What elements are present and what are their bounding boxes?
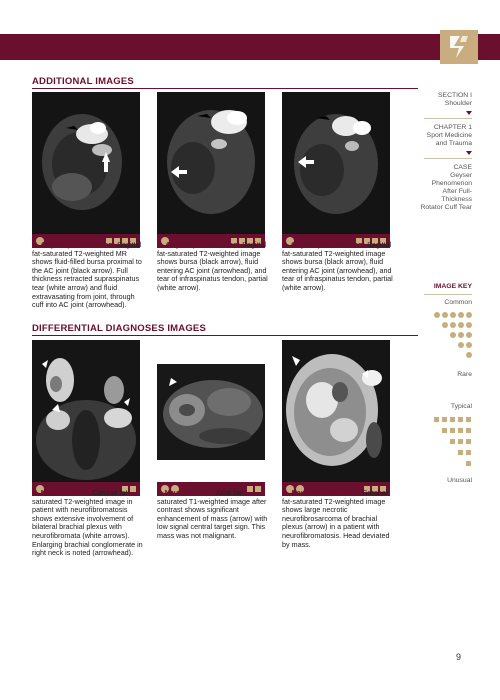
section-label: SECTION I	[438, 92, 472, 99]
typicality-square-icon	[458, 439, 463, 444]
caption-text: Sagittal fat-saturated T2-weighted MR shows fluid-filled bursa proximal to the AC joint (black arrow). Full thickness retracted supraspinatus tear (white arrow) and fluid extravasating from joint, through cuff into AC joint (arrowhead).	[32, 240, 142, 310]
caption-label: E. Neurofibroma:	[32, 488, 91, 497]
frequency-dot-icon	[458, 322, 464, 328]
key-unusual-label: Unusual	[447, 477, 472, 484]
caption-label: C. Geyser phenomenon:	[157, 240, 241, 249]
caption-e	[32, 489, 148, 558]
caption-text: Coronal fat-saturated T2-weighted image shows large necrotic neurofibrosarcoma of brachial plexus (arrow) in a patient with neurofibromatosis. Head deviated by mass.	[282, 488, 390, 549]
typicality-square-icon	[466, 461, 471, 466]
caption-text: Sagittal fat-saturated T2-weighted image shows bursa (black arrow), fluid entering AC joint (arrowhead), and tear of infraspinatus tendon, partial (white arrow).	[157, 240, 268, 292]
case-name: Geyser Phenomenon	[431, 172, 472, 187]
down-triangle-icon	[466, 111, 472, 115]
caption-c	[157, 241, 273, 293]
section-rule	[32, 88, 418, 89]
section-rule	[32, 335, 418, 336]
publisher-logo-icon	[440, 30, 478, 64]
mri-image-c[interactable]	[157, 92, 265, 234]
typicality-square-icon	[434, 417, 439, 422]
key-rare-label: Rare	[457, 371, 472, 378]
mri-image-f[interactable]	[157, 340, 265, 482]
typicality-square-icon	[466, 417, 471, 422]
page-number: 9	[456, 652, 462, 662]
frequency-dot-icon	[442, 312, 448, 318]
typicality-square-icon	[442, 417, 447, 422]
frequency-dot-icon	[434, 312, 440, 318]
section-title-differential: DIFFERENTIAL DIAGNOSES IMAGES	[32, 323, 206, 334]
typicality-square-icon	[458, 450, 463, 455]
frequency-dot-icon	[442, 322, 448, 328]
typicality-square-icon	[450, 428, 455, 433]
down-triangle-icon	[466, 151, 472, 155]
frequency-dot-icon	[466, 342, 472, 348]
caption-b	[32, 241, 148, 310]
caption-label: G. Neurofibrosarcoma:	[282, 488, 361, 497]
frequency-dot-icon	[450, 332, 456, 338]
frequency-dot-icon	[466, 322, 472, 328]
caption-f	[157, 489, 273, 541]
typicality-square-icon	[466, 450, 471, 455]
mri-image-b[interactable]	[32, 92, 140, 234]
typicality-square-icon	[466, 439, 471, 444]
frequency-dot-icon	[466, 352, 472, 358]
caption-g	[282, 489, 398, 549]
caption-text: Sagittal fat-saturated T2-weighted image shows bursa (black arrow), fluid entering AC joint (arrowhead), and tear of infraspinatus tendon, partial (white arrow).	[282, 240, 393, 292]
typicality-square-icon	[450, 439, 455, 444]
typicality-square-icon	[442, 428, 447, 433]
caption-label: B. Geyser phenomenon:	[32, 240, 116, 249]
caption-d	[282, 241, 398, 293]
key-common-label: Common	[444, 299, 472, 306]
frequency-dot-icon	[466, 312, 472, 318]
section-name: Shoulder	[444, 100, 472, 107]
typicality-square-icon	[466, 428, 471, 433]
frequency-dot-icon	[458, 332, 464, 338]
sidebar-divider	[424, 118, 472, 119]
sidebar-divider	[424, 294, 472, 295]
case-name: After Full-Thickness	[441, 188, 472, 203]
mri-image-g[interactable]	[282, 340, 390, 482]
typicality-square-icon	[458, 428, 463, 433]
sidebar-chapter[interactable]	[420, 124, 472, 148]
sidebar-case[interactable]	[420, 164, 472, 212]
image-key-title: IMAGE KEY	[433, 283, 472, 290]
section-title-additional: ADDITIONAL IMAGES	[32, 76, 134, 87]
header-bar	[0, 34, 500, 60]
caption-text: Axial fat-saturated T1-weighted image after contrast shows significant enhancement of mass (arrow) with low signal central target sign. This mass was not malignant.	[157, 488, 268, 540]
chapter-name: and Trauma	[435, 140, 472, 147]
mri-image-e[interactable]	[32, 340, 140, 482]
caption-text: Coronal fat-saturated T2-weighted image in patient with neurofibromatosis shows extensive involvement of bilateral brachial plexus with neurofibromata (white arrows). Enlarging brachial conglomerate in right neck is noted (arrowhead).	[32, 488, 143, 558]
typicality-square-icon	[450, 417, 455, 422]
case-label: CASE	[453, 164, 472, 171]
caption-label: D. Geyser phenomenon:	[282, 240, 366, 249]
frequency-dot-icon	[450, 322, 456, 328]
sidebar-section[interactable]	[420, 92, 472, 108]
frequency-dot-icon	[458, 342, 464, 348]
frequency-dot-icon	[466, 332, 472, 338]
caption-label: F. Neurofibroma:	[157, 488, 215, 497]
typicality-square-icon	[458, 417, 463, 422]
sidebar-divider	[424, 158, 472, 159]
chapter-name: Sport Medicine	[426, 132, 472, 139]
mri-image-d[interactable]	[282, 92, 390, 234]
frequency-dot-icon	[450, 312, 456, 318]
case-name: Rotator Cuff Tear	[420, 204, 472, 211]
key-typical-label: Typical	[450, 403, 472, 410]
chapter-label: CHAPTER 1	[433, 124, 472, 131]
frequency-dot-icon	[458, 312, 464, 318]
